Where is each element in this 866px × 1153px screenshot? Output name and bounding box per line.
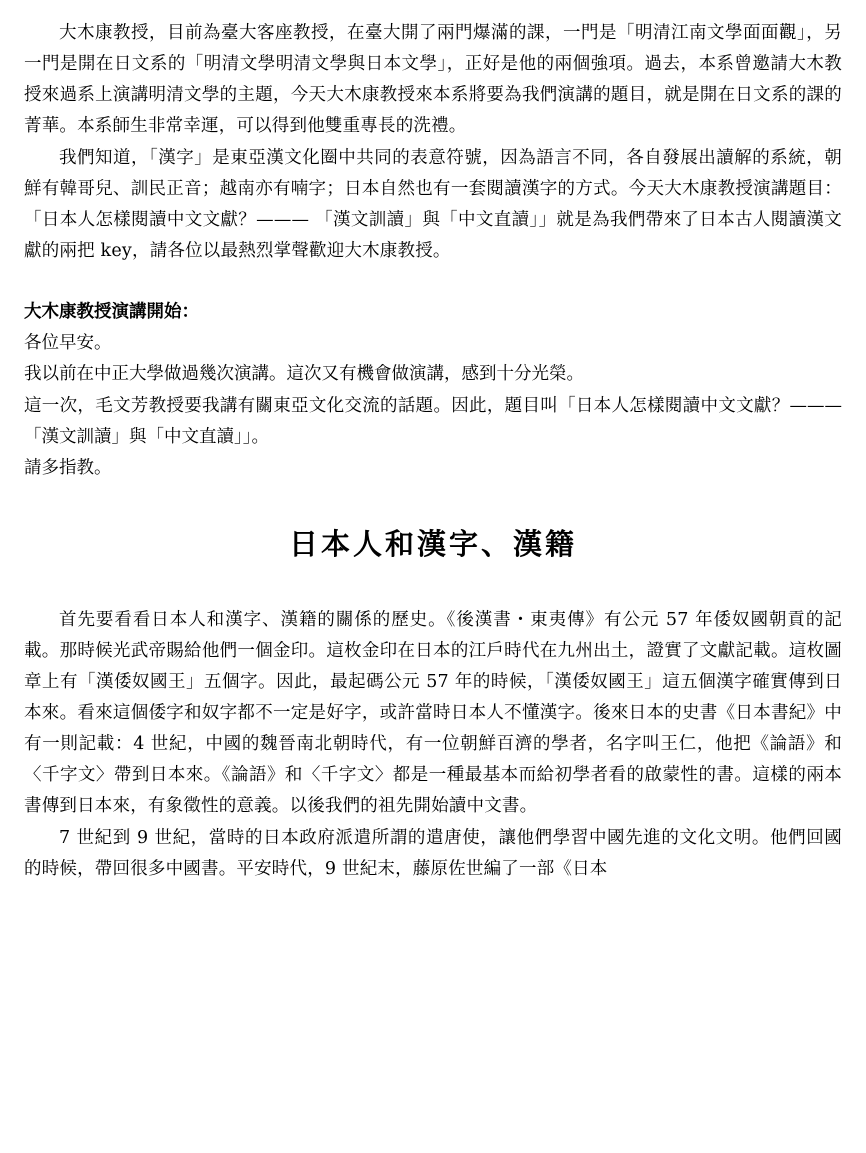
opening-line-1: 各位早安。 — [24, 333, 112, 354]
intro-paragraph-1: 大木康教授，目前為臺大客座教授，在臺大開了兩門爆滿的課，一門是「明清江南文學面面觀」，另一門是開在日文系的「明清文學明清文學與日本文學」，正好是他的兩個強項。過去，本系曾邀請大木教授來過系上演講明清文學的主題，今天大木康教授來本系將要為我們演講的題目，就是開在日文系的課的菁華。本系師生非常幸運，可以得到他雙重專長的洗禮。 — [24, 23, 842, 137]
spacer-after-section-title — [24, 565, 842, 605]
lecture-heading: 大木康教授演講開始： — [24, 302, 199, 323]
opening-line-4: 請多指教。 — [24, 457, 112, 478]
opening-line-3: 這一次，毛文芳教授要我講有關東亞文化交流的話題。因此，題目叫「日本人怎樣閱讀中文文獻？———「漢文訓讀」與「中文直讀」」。 — [24, 395, 842, 447]
opening-line-2: 我以前在中正大學做過幾次演講。這次又有機會做演講，感到十分光榮。 — [24, 364, 584, 385]
section-title: 日本人和漢字、漢籍 — [288, 526, 577, 561]
body-paragraph-2: 7 世紀到 9 世紀，當時的日本政府派遣所謂的遣唐使，讓他們學習中國先進的文化文明。他們回國的時候，帶回很多中國書。平安時代，9 世紀末，藤原佐世編了一部《日本 — [24, 827, 842, 879]
spacer-before-lecture-heading — [24, 267, 842, 297]
intro-paragraph-2: 我們知道，「漢字」是東亞漢文化圈中共同的表意符號，因為語言不同，各自發展出讀解的系統，朝鮮有韓哥兒、訓民正音；越南亦有喃字；日本自然也有一套閱讀漢字的方式。今天大木康教授演講題目：「日本人怎樣閱讀中文文獻？——— 「漢文訓讀」與「中文直讀」」就是為我們帶來了日本古人閱讀漢文獻的兩把 key，請各位以最熱烈掌聲歡迎大木康教授。 — [24, 147, 842, 261]
body-paragraph-1: 首先要看看日本人和漢字、漢籍的關係的歷史。《後漢書・東夷傳》有公元 57 年倭奴國朝貢的記載。那時候光武帝賜給他們一個金印。這枚金印在日本的江戶時代在九州出土，證實了文獻記載。這枚圖章上有「漢倭奴國王」五個字。因此，最起碼公元 57 年的時候，「漢倭奴國王」這五個漢字確實傳到日本來。看來這個倭字和奴字都不一定是好字，或許當時日本人不懂漢字。後來日本的史書《日本書紀》中有一則記載：4 世紀，中國的魏晉南北朝時代，有一位朝鮮百濟的學者，名字叫王仁，他把《論語》和〈千字文〉帶到日本來。《論語》和〈千字文〉都是一種最基本而給初學者看的啟蒙性的書。這樣的兩本書傳到日本來，有象徵性的意義。以後我們的祖先開始讀中文書。 — [24, 609, 842, 817]
spacer-before-section-title — [24, 484, 842, 524]
